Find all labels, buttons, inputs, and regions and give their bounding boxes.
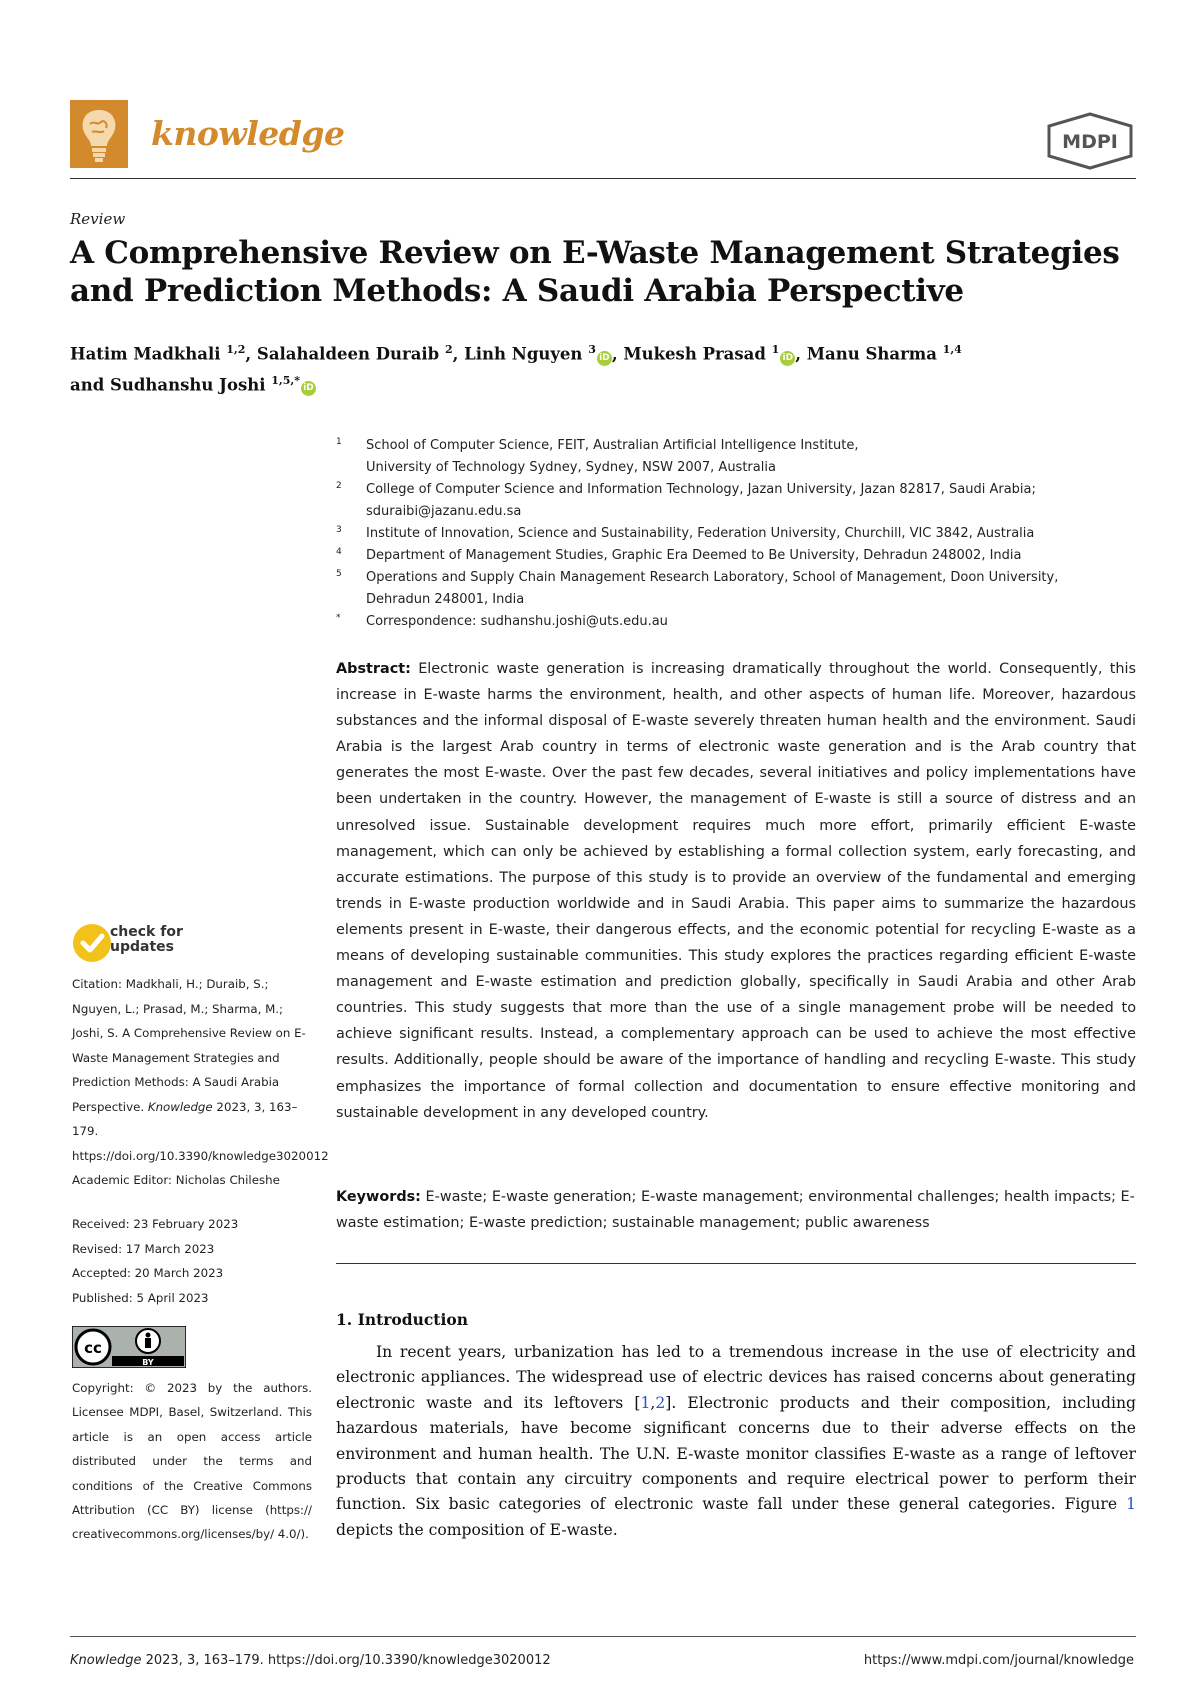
- footer-divider: [70, 1636, 1136, 1637]
- check-for-updates-icon[interactable]: [72, 923, 112, 963]
- figure-link[interactable]: 1: [1126, 1495, 1136, 1514]
- author-name: Salahaldeen Duraib: [256, 344, 440, 364]
- author-affil: 2: [444, 343, 453, 356]
- author-name: Linh Nguyen: [464, 344, 583, 364]
- abstract-label: Abstract:: [336, 661, 411, 677]
- affiliation-list: [336, 435, 1136, 633]
- affiliation-item: 3 Institute of Innovation, Science and Sustainability, Federation University, Churchill, VIC 3842, Australia: [336, 525, 1035, 541]
- article-title: A Comprehensive Review on E-Waste Management Strategies and Prediction Methods: A Saudi Arabia Perspective: [70, 235, 1120, 309]
- author-name: Manu Sharma: [806, 344, 937, 364]
- author-affil: 1: [771, 343, 780, 356]
- section-heading: 1. Introduction: [336, 1310, 468, 1329]
- section-divider: [336, 1263, 1136, 1264]
- author-affil: 1,4: [942, 343, 962, 356]
- introduction-body: In recent years, urbanization has led to a tremendous increase in the use of electricity and electronic appliances. The widespread use of electric devices has raised concerns about generating electronic waste and its leftovers [1,2]. Electronic products and their composition, including hazardous materials, have become significant concerns due to their adverse effects on the environment and human health. The U.N. E-waste monitor classifies E-waste as a range of leftover products that contain any circuitry components and require electrical power to perform their function. Six basic categories of electronic waste fall under these general categories. Figure 1 depicts the composition of E-waste.: [336, 1343, 1136, 1539]
- author-conjunction: and: [70, 375, 105, 394]
- correspondence: * Correspondence: sudhanshu.joshi@uts.edu.au: [336, 613, 668, 629]
- article-type: Review: [70, 210, 126, 228]
- published-date: Published: 5 April 2023: [72, 1290, 209, 1305]
- author-affil: 3: [588, 343, 596, 356]
- author-name: Sudhanshu Joshi: [109, 375, 266, 394]
- keywords: [336, 1184, 1136, 1236]
- footer-journal-url[interactable]: https://www.mdpi.com/journal/knowledge: [863, 1653, 1134, 1668]
- journal-name: knowledge: [151, 114, 345, 153]
- cc-by-label: BY: [142, 1358, 154, 1367]
- affiliation-item: 4 Department of Management Studies, Graphic Era Deemed to Be University, Dehradun 248002, India: [336, 547, 1022, 563]
- author-name: Hatim Madkhali: [70, 344, 221, 364]
- abstract: [336, 656, 1136, 1126]
- cc-by-license-icon[interactable]: [72, 1326, 186, 1368]
- mdpi-logo-icon: [1045, 112, 1135, 170]
- check-for-updates-label[interactable]: check for updates: [110, 924, 183, 955]
- academic-editor: Academic Editor: Nicholas Chileshe: [72, 1173, 280, 1187]
- orcid-icon[interactable]: iD: [780, 351, 795, 366]
- author-name: Mukesh Prasad: [623, 344, 766, 364]
- mdpi-logo-text: MDPI: [1062, 131, 1118, 153]
- revised-date: Revised: 17 March 2023: [72, 1241, 215, 1256]
- author-affil: 1,2: [226, 343, 246, 356]
- publication-dates: [72, 1212, 312, 1310]
- received-date: Received: 23 February 2023: [72, 1217, 239, 1231]
- citation-link[interactable]: 2: [655, 1393, 666, 1412]
- author-affil: 1,5,*: [271, 373, 300, 387]
- copyright-notice: Copyright: © 2023 by the authors. Licensee MDPI, Basel, Switzerland. This article is an open access article distributed under the terms and conditions of the Creative Commons Attribution (CC BY) license (https:// creativecommons.org/licenses/by/ 4.0/).: [72, 1381, 312, 1542]
- keywords-label: Keywords:: [336, 1189, 421, 1205]
- author-list: Hatim Madkhali $^{1,2}$, Salahaldeen Duraib $^2$, Linh Nguyen $^3$iD , Mukesh Prasad $^1$iD , Manu Sharma $^{1,4}$ and Sudhanshu Joshi $^{1,5,*}$iD: [70, 343, 962, 394]
- affiliation-item: 5 Operations and Supply Chain Management Research Laboratory, School of Management, Doon University, Dehradun 248001, India: [336, 569, 1059, 607]
- citation-link[interactable]: 1: [640, 1393, 651, 1412]
- footer-citation: Knowledge 2023, 3, 163–179. https://doi.org/10.3390/knowledge3020012: [70, 1653, 551, 1668]
- abstract-text: Electronic waste generation is increasing dramatically throughout the world. Consequently, this increase in E-waste harms the environment, health, and other aspects of human life. Moreover, hazardous substances and the informal disposal of E-waste severely threaten human health and the environment. Saudi Arabia is the largest Arab country in terms of electronic waste generation and is the Arab country that generates the most E-waste. Over the past few decades, several initiatives and policy implementations have been undertaken in the country. However, the management of E-waste is still a source of distress and an unresolved issue. Sustainable development requires much more effort, primarily efficient E-waste management, which can only be achieved by establishing a formal collection system, early forecasting, and accurate estimations. The purpose of this study is to provide an overview of the fundamental and emerging trends in E-waste production worldwide and in Saudi Arabia. This paper aims to summarize the hazardous elements present in E-waste, their dangerous effects, and the economic potential for recycling E-waste as a means of developing sustainable communities. This study explores the practices regarding efficient E-waste management and E-waste estimation and prediction globally, specifically in Saudi Arabia and other Arab countries. This study suggests that more than the use of a single management probe will be needed to achieve significant results. Instead, a complementary approach can be used to achieve the most effective results. Additionally, people should be aware of the importance of handling and recycling E-waste. This study emphasizes the importance of formal collection and documentation to ensure effective monitoring and sustainable development in any developed country.: [336, 661, 1136, 1121]
- orcid-icon[interactable]: iD: [597, 351, 612, 366]
- knowledge-logo-icon: [70, 100, 128, 168]
- affiliation-item: 2 College of Computer Science and Information Technology, Jazan University, Jazan 82817, Saudi Arabia; sduraibi@jazanu.edu.sa: [336, 481, 1036, 519]
- orcid-icon[interactable]: iD: [301, 381, 316, 396]
- header-divider: [70, 178, 1136, 179]
- affiliation-item: 1 School of Computer Science, FEIT, Australian Artificial Intelligence Institute, University of Technology Sydney, Sydney, NSW 2007, Australia: [336, 437, 859, 475]
- keywords-text: E-waste; E-waste generation; E-waste management; environmental challenges; health impacts; E-waste estimation; E-waste prediction; sustainable management; public awareness: [336, 1189, 1135, 1231]
- accepted-date: Accepted: 20 March 2023: [72, 1266, 224, 1280]
- citation-block: Citation: Madkhali, H.; Duraib, S.; Nguyen, L.; Prasad, M.; Sharma, M.; Joshi, S. A Comprehensive Review on E-Waste Management Strategies and Prediction Methods: A Saudi Arabia Perspective. Knowledge 2023, 3, 163–179. https://doi.org/10.3390/knowledge3020012: [72, 977, 329, 1163]
- svg-text:cc: cc: [84, 1339, 102, 1357]
